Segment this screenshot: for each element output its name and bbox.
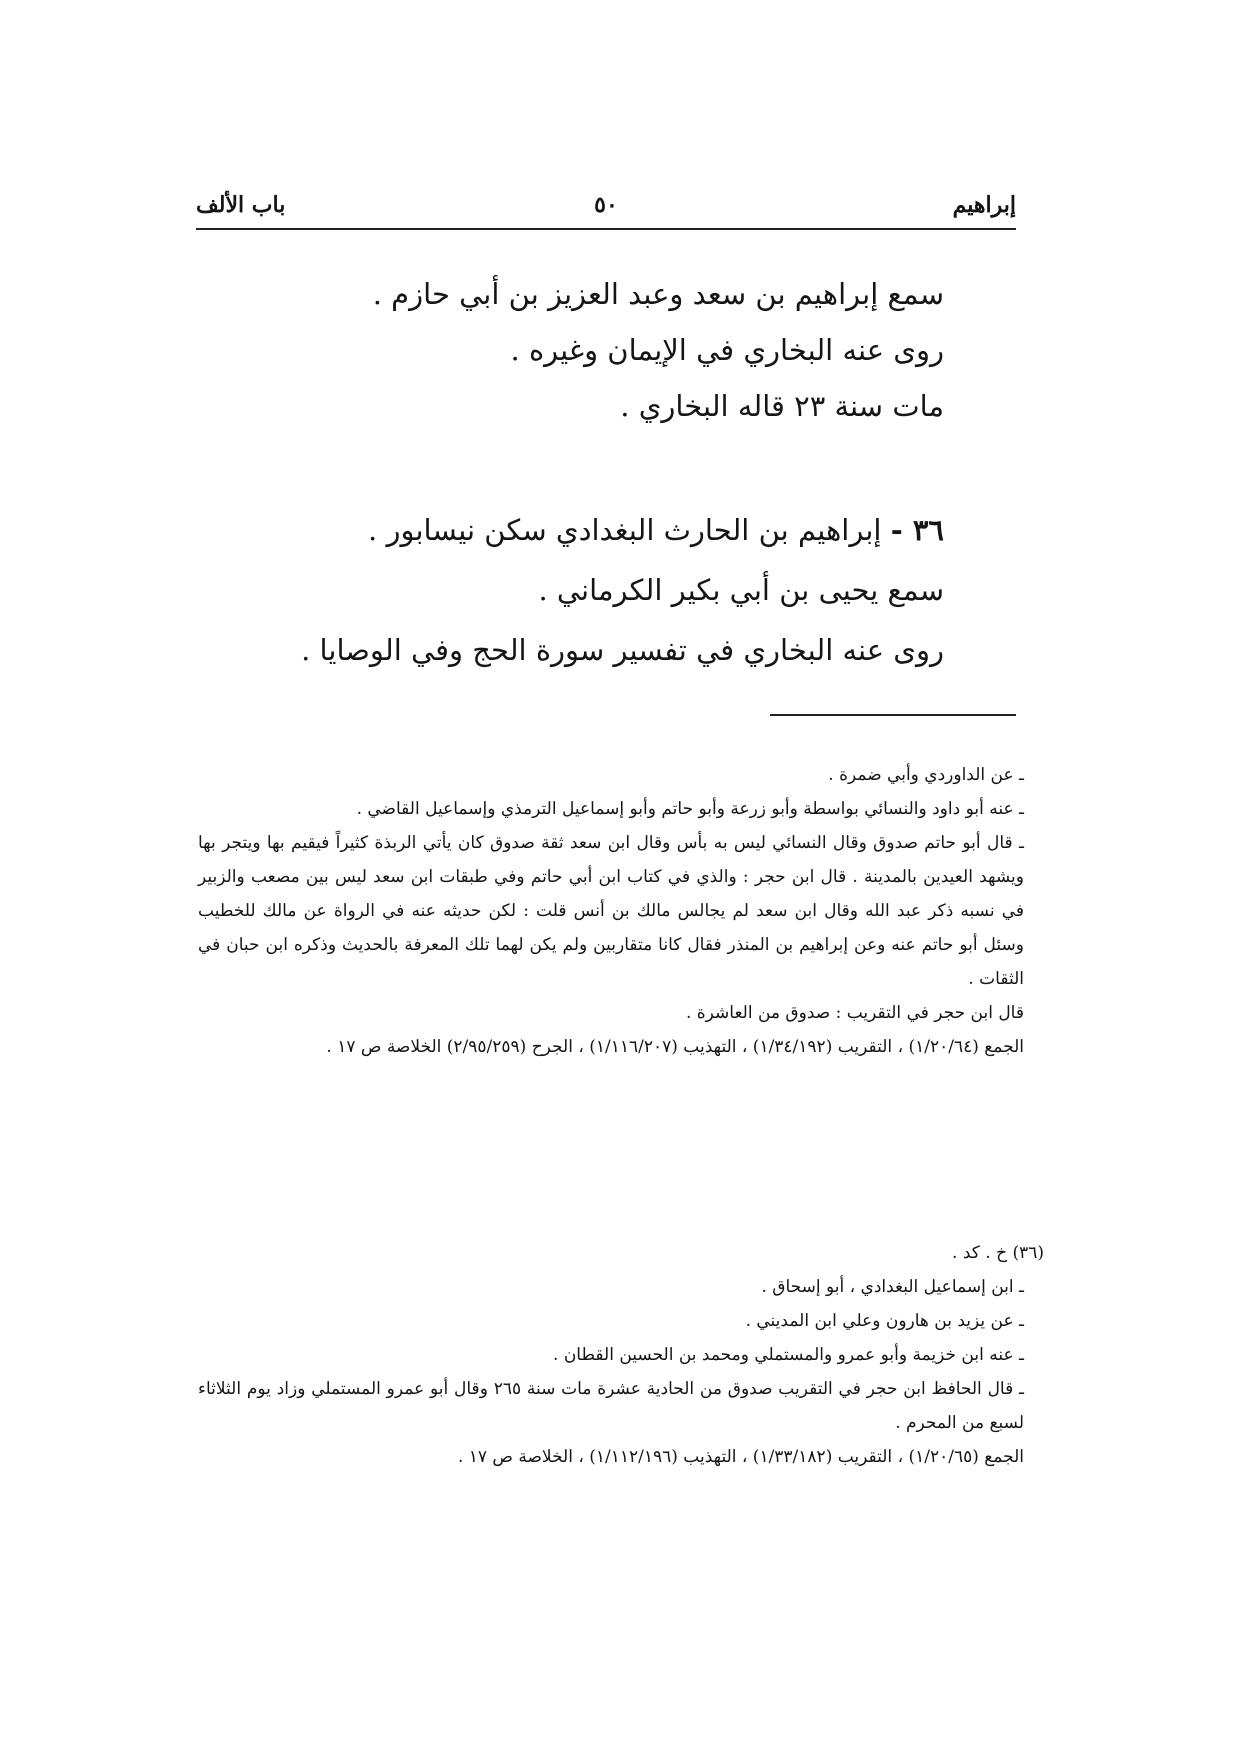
running-header <box>196 192 1016 236</box>
main-line: روى عنه البخاري في تفسير سورة الحج وفي الوصايا . <box>301 633 944 667</box>
entry-heading <box>244 500 944 560</box>
entry-title-text: إبراهيم بن الحارث البغدادي سكن نيسابور . <box>368 513 882 547</box>
footnote-line: ـ ابن إسماعيل البغدادي ، أبو إسحاق . <box>761 1277 1024 1297</box>
footnote-line: ـ قال أبو حاتم صدوق وقال النسائي ليس به بأس وقال ابن سعد ثقة صدوق كان يأتي الربذة كثيراً فيقيم بها ويتجر بها ويشهد العيدين بالمدينة . قال ابن حجر : والذي في كتاب ابن أبي حاتم وفي طبقات ابن سعد ليس بين مصعب والزبير في نسبه ذكر عبد الله وقال ابن سعد لم يجالس مالك بن أنس قلت : لكن حديثه عنه في الرواة عن مالك للخطيب وسئل أبو حاتم عنه وعن إبراهيم بن المنذر فقال كانا متقاربين ولم يكن لهما تلك المعرفة بالحديث وذكره ابن حبان في الثقات . <box>198 833 1024 989</box>
footnote-line: ـ عنه أبو داود والنسائي بواسطة وأبو زرعة وأبو حاتم وأبو إسماعيل الترمذي وإسماعيل القاضي . <box>356 799 1024 819</box>
main-line: مات سنة ٢٣ قاله البخاري . <box>620 389 944 423</box>
header-rule <box>196 228 1016 230</box>
footnote-line: ـ عن يزيد بن هارون وعلي ابن المديني . <box>745 1311 1024 1331</box>
main-line: روى عنه البخاري في الإيمان وغيره . <box>510 333 944 367</box>
footnote-36 <box>198 1236 1044 1474</box>
page-number: ٥٠ <box>594 192 618 218</box>
footnote-references: الجمع (١/٢٠/٦٤) ، التقريب (١/٣٤/١٩٢) ، التهذيب (١/١١٦/٢٠٧) ، الجرح (٢/٩٥/٢٥٩) الخلاصة ص ١٧ . <box>326 1037 1024 1057</box>
footnote-line: ـ عن الداوردي وأبي ضمرة . <box>828 765 1024 785</box>
footnote-separator <box>770 714 1016 716</box>
entry-number: ٣٦ - <box>890 513 944 547</box>
entry-35-continuation <box>244 266 944 434</box>
entry-36 <box>244 500 944 680</box>
footnote-references: الجمع (١/٢٠/٦٥) ، التقريب (١/٣٣/١٨٢) ، التهذيب (١/١١٢/١٩٦) ، الخلاصة ص ١٧ . <box>457 1447 1024 1467</box>
footnote-35 <box>198 758 1024 1064</box>
header-chapter-title: باب الألف <box>196 192 286 218</box>
header-entry-name: إبراهيم <box>952 192 1016 218</box>
footnote-marker-line: (٣٦) خ . كد . <box>952 1243 1044 1263</box>
footnote-line: قال ابن حجر في التقريب : صدوق من العاشرة . <box>685 1003 1024 1023</box>
main-line: سمع يحيى بن أبي بكير الكرماني . <box>538 573 944 607</box>
footnote-line: ـ عنه ابن خزيمة وأبو عمرو والمستملي ومحمد بن الحسين القطان . <box>553 1345 1024 1365</box>
main-line: سمع إبراهيم بن سعد وعبد العزيز بن أبي حازم . <box>372 277 944 311</box>
footnote-line: ـ قال الحافظ ابن حجر في التقريب صدوق من الحادية عشرة مات سنة ٢٦٥ وقال أبو عمرو المستملي وزاد يوم الثلاثاء لسبع من المحرم . <box>198 1379 1024 1433</box>
